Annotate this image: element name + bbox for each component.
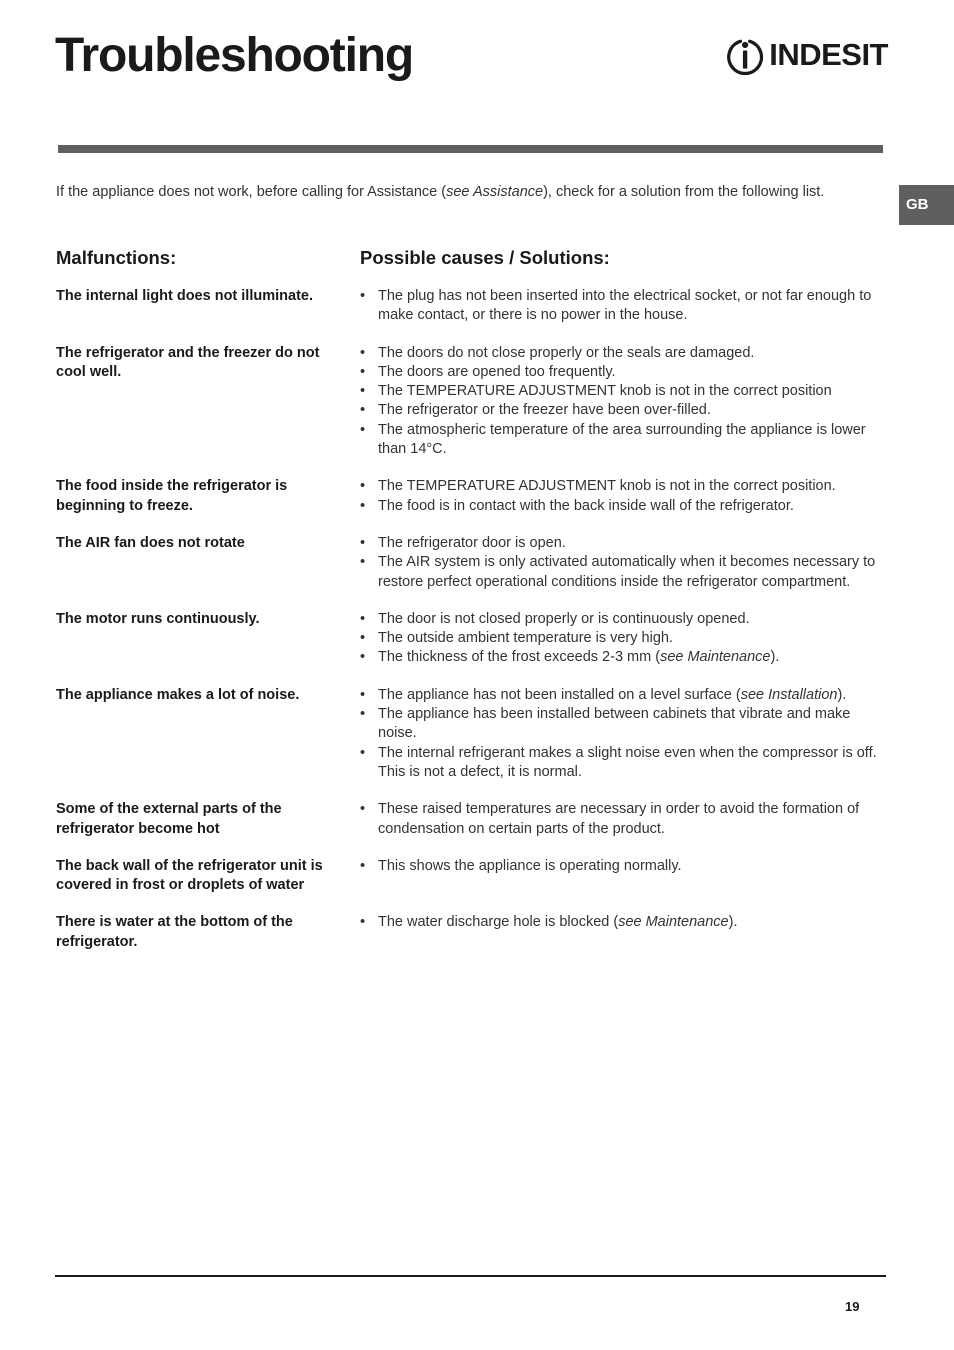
causes-list bbox=[360, 800, 890, 839]
cause-text: These raised temperatures are necessary in order to avoid the formation of condensation on certain parts of the product. bbox=[378, 801, 860, 837]
troubleshooting-row bbox=[56, 610, 890, 668]
cause-text: The appliance has not been installed on a level surface ( bbox=[378, 686, 741, 703]
cause-item bbox=[360, 477, 890, 496]
cause-item bbox=[360, 629, 890, 648]
cause-text: The refrigerator door is open. bbox=[378, 534, 566, 551]
cause-item bbox=[360, 857, 890, 876]
cross-reference: see Installation bbox=[740, 686, 838, 703]
causes-list bbox=[360, 534, 890, 592]
cause-item bbox=[360, 744, 890, 783]
malfunction-label: The motor runs continuously. bbox=[56, 610, 260, 627]
cause-text: ). bbox=[770, 649, 780, 666]
troubleshooting-row bbox=[56, 913, 890, 952]
cause-item bbox=[360, 686, 890, 705]
causes-list bbox=[360, 287, 890, 326]
cause-text: The thickness of the frost exceeds 2-3 mm ( bbox=[378, 649, 661, 666]
cause-text: The refrigerator or the freezer have been over-filled. bbox=[378, 402, 711, 419]
cause-text: The AIR system is only activated automatically when it becomes necessary to restore perfect operational conditions inside the refrigerator compartment. bbox=[378, 554, 876, 590]
cross-reference: see Maintenance bbox=[660, 649, 771, 666]
causes-list bbox=[360, 477, 890, 516]
cause-text: The appliance has been installed between cabinets that vibrate and make noise. bbox=[378, 706, 851, 742]
cause-item bbox=[360, 344, 890, 363]
malfunction-label: The refrigerator and the freezer do not cool well. bbox=[56, 344, 320, 380]
header-divider bbox=[58, 145, 883, 153]
causes-list bbox=[360, 857, 890, 896]
malfunction-label: Some of the external parts of the refrigerator become hot bbox=[56, 801, 282, 837]
cause-text: The outside ambient temperature is very high. bbox=[378, 630, 673, 647]
cause-item bbox=[360, 534, 890, 553]
footer-divider bbox=[55, 1275, 886, 1277]
cause-text: The food is in contact with the back inside wall of the refrigerator. bbox=[378, 497, 794, 514]
intro-text bbox=[56, 182, 886, 202]
cause-text: The TEMPERATURE ADJUSTMENT knob is not in the correct position. bbox=[378, 478, 836, 495]
cause-item bbox=[360, 363, 890, 382]
cause-item bbox=[360, 421, 890, 460]
causes-list bbox=[360, 686, 890, 782]
language-tab: GB bbox=[899, 185, 954, 225]
cause-text: This shows the appliance is operating normally. bbox=[378, 857, 682, 874]
troubleshooting-row bbox=[56, 344, 890, 460]
causes-list bbox=[360, 610, 890, 668]
malfunction-label: There is water at the bottom of the refrigerator. bbox=[56, 914, 293, 950]
cause-item bbox=[360, 382, 890, 401]
cause-text: The doors are opened too frequently. bbox=[378, 363, 616, 380]
causes-list bbox=[360, 913, 890, 952]
cause-text: The water discharge hole is blocked ( bbox=[378, 914, 619, 931]
cause-item bbox=[360, 648, 890, 667]
cause-item bbox=[360, 401, 890, 420]
cause-item bbox=[360, 705, 890, 744]
cause-item bbox=[360, 913, 890, 932]
cause-text: The plug has not been inserted into the electrical socket, or not far enough to make contact, or there is no power in the house. bbox=[378, 288, 872, 324]
cross-reference: see Maintenance bbox=[618, 914, 729, 931]
cause-text: The atmospheric temperature of the area surrounding the appliance is lower than 14°C. bbox=[378, 421, 866, 458]
cause-item bbox=[360, 610, 890, 629]
page-title: Troubleshooting bbox=[55, 29, 413, 82]
cause-item bbox=[360, 800, 890, 839]
troubleshooting-row bbox=[56, 287, 890, 326]
malfunction-label: The back wall of the refrigerator unit is covered in frost or droplets of water bbox=[56, 857, 323, 894]
malfunction-label: The AIR fan does not rotate bbox=[56, 534, 245, 551]
malfunction-label: The internal light does not illuminate. bbox=[56, 288, 313, 304]
cause-text: The TEMPERATURE ADJUSTMENT knob is not in the correct position bbox=[378, 383, 832, 400]
page-number: 19 bbox=[845, 1299, 860, 1314]
troubleshooting-row bbox=[56, 857, 890, 896]
malfunctions-heading: Malfunctions: bbox=[56, 247, 177, 268]
solutions-heading: Possible causes / Solutions: bbox=[360, 247, 610, 268]
brand-i-emblem-icon bbox=[726, 33, 764, 77]
causes-list bbox=[360, 344, 890, 460]
cause-text: The internal refrigerant makes a slight noise even when the compressor is off. This is not a defect, it is normal. bbox=[378, 744, 877, 780]
troubleshooting-row bbox=[56, 686, 890, 782]
cause-text: The doors do not close properly or the seals are damaged. bbox=[378, 344, 755, 361]
intro-after: ), check for a solution from the following list. bbox=[543, 184, 825, 200]
cause-text: ). bbox=[728, 914, 738, 931]
intro-before: If the appliance does not work, before calling for Assistance ( bbox=[56, 184, 447, 200]
malfunction-label: The food inside the refrigerator is beginning to freeze. bbox=[56, 478, 288, 514]
troubleshooting-row bbox=[56, 477, 890, 516]
troubleshooting-row bbox=[56, 534, 890, 592]
intro-reference-link: see Assistance bbox=[446, 184, 544, 200]
troubleshooting-table bbox=[56, 287, 890, 970]
cause-item bbox=[360, 497, 890, 516]
brand-wordmark: INDESIT bbox=[769, 37, 888, 72]
malfunction-label: The appliance makes a lot of noise. bbox=[56, 686, 300, 703]
cause-item bbox=[360, 553, 890, 592]
brand-logo bbox=[726, 32, 888, 78]
troubleshooting-row bbox=[56, 800, 890, 839]
cause-item bbox=[360, 287, 890, 326]
cause-text: ). bbox=[837, 686, 847, 703]
cause-text: The door is not closed properly or is continuously opened. bbox=[378, 610, 750, 627]
